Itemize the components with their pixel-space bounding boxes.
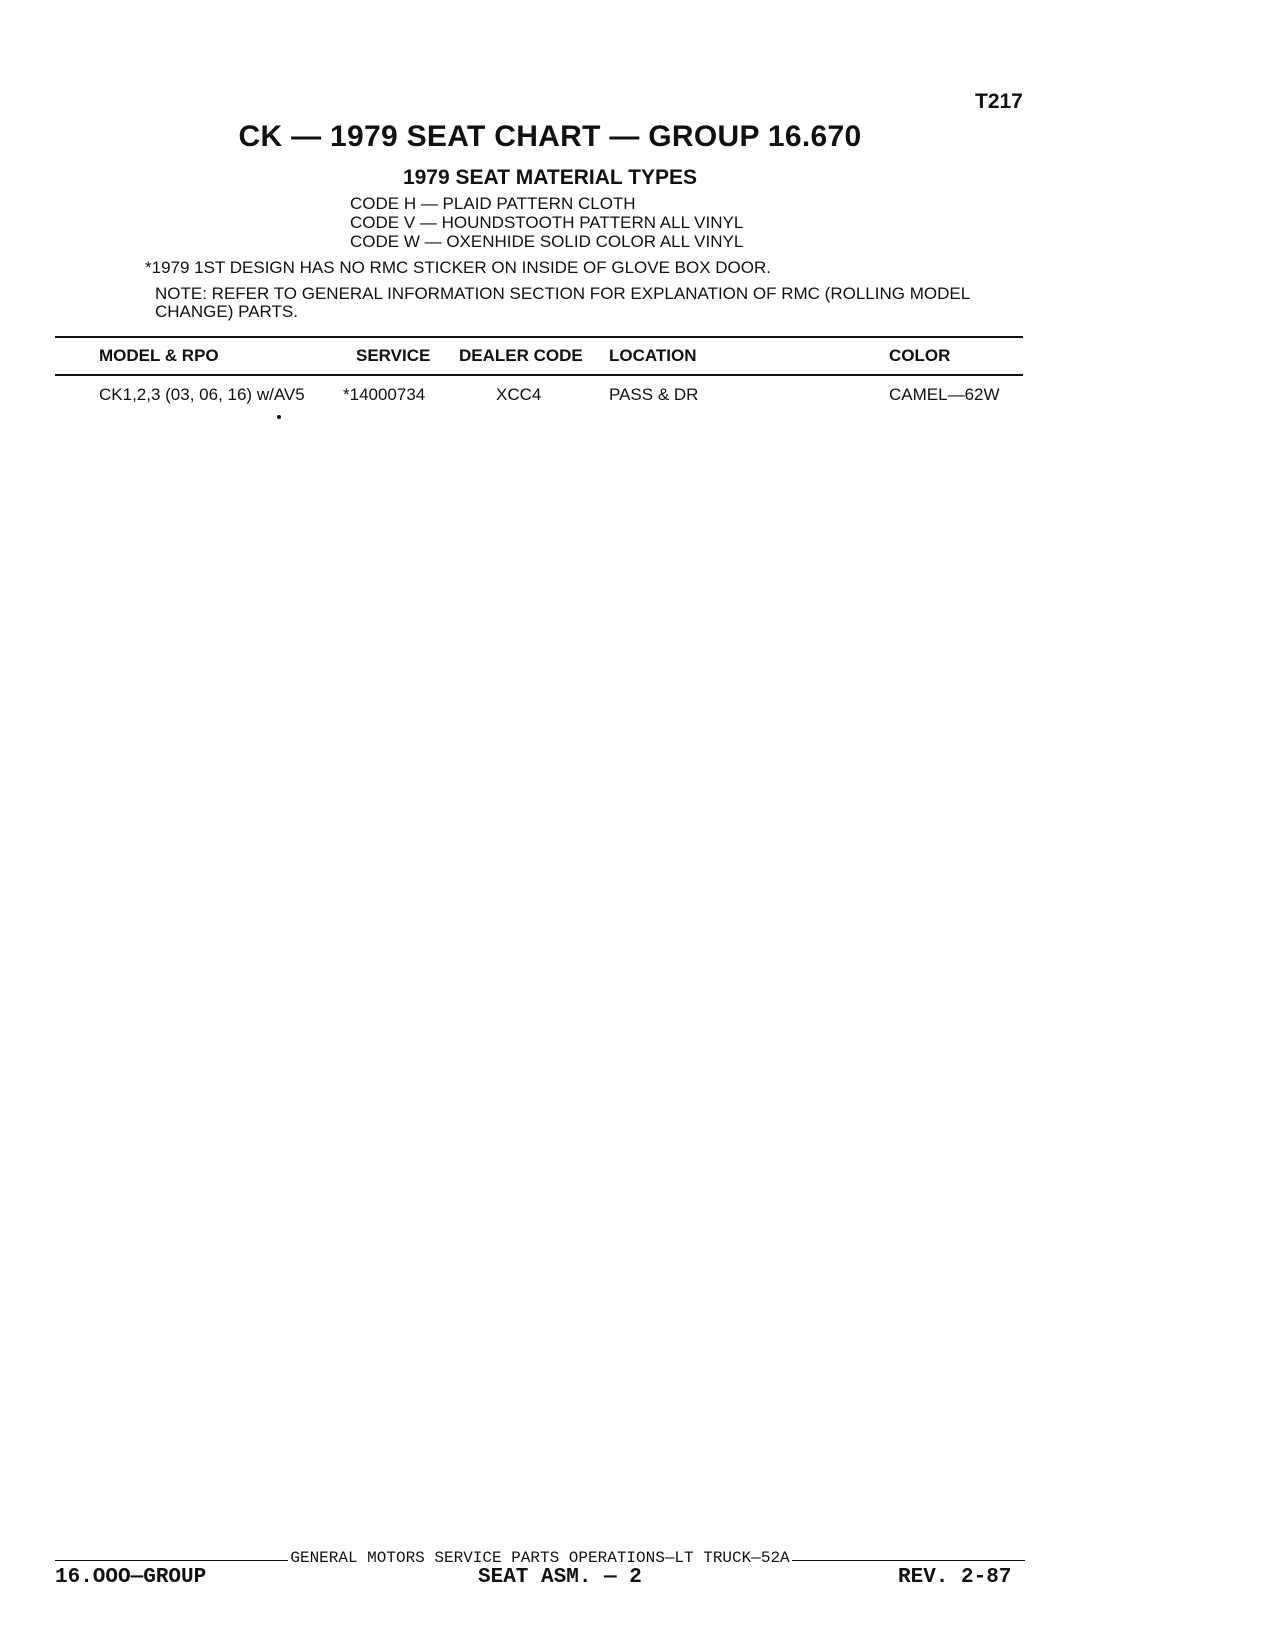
material-types-heading: 1979 SEAT MATERIAL TYPES bbox=[402, 166, 698, 189]
material-code-h: CODE H — PLAID PATTERN CLOTH bbox=[350, 194, 636, 213]
header-model-rpo: MODEL & RPO bbox=[99, 346, 219, 365]
cell-service: *14000734 bbox=[343, 385, 426, 404]
material-code-w: CODE W — OXENHIDE SOLID COLOR ALL VINYL bbox=[350, 232, 744, 251]
material-code-v: CODE V — HOUNDSTOOTH PATTERN ALL VINYL bbox=[350, 213, 744, 232]
page-title: CK — 1979 SEAT CHART — GROUP 16.670 bbox=[238, 120, 862, 153]
cell-location: PASS & DR bbox=[609, 385, 699, 404]
footer-operations: GENERAL MOTORS SERVICE PARTS OPERATIONS—LT TRUCK—52A bbox=[290, 1549, 790, 1567]
header-location: LOCATION bbox=[609, 346, 697, 365]
footer-group: 16.OOO—GROUP bbox=[55, 1566, 207, 1589]
design-footnote: *1979 1ST DESIGN HAS NO RMC STICKER ON INSIDE OF GLOVE BOX DOOR. bbox=[145, 258, 771, 277]
cell-dealer-code: XCC4 bbox=[496, 385, 542, 404]
stray-dot-mark bbox=[277, 415, 281, 419]
cell-model-rpo: CK1,2,3 (03, 06, 16) w/AV5 bbox=[99, 385, 305, 404]
table-header-rule bbox=[55, 374, 1023, 376]
header-dealer-code: DEALER CODE bbox=[459, 346, 583, 365]
rmc-note: NOTE: REFER TO GENERAL INFORMATION SECTION FOR EXPLANATION OF RMC (ROLLING MODEL CHANGE) PARTS. bbox=[155, 284, 970, 321]
table-top-rule bbox=[55, 336, 1023, 338]
header-color: COLOR bbox=[889, 346, 951, 365]
header-service: SERVICE bbox=[356, 346, 431, 365]
footer-section: SEAT ASM. — 2 bbox=[478, 1566, 642, 1589]
footer-revision: REV. 2-87 bbox=[898, 1566, 1012, 1589]
page-id: T217 bbox=[975, 90, 1023, 113]
material-code-list bbox=[350, 194, 743, 251]
cell-color: CAMEL—62W bbox=[889, 385, 1000, 404]
